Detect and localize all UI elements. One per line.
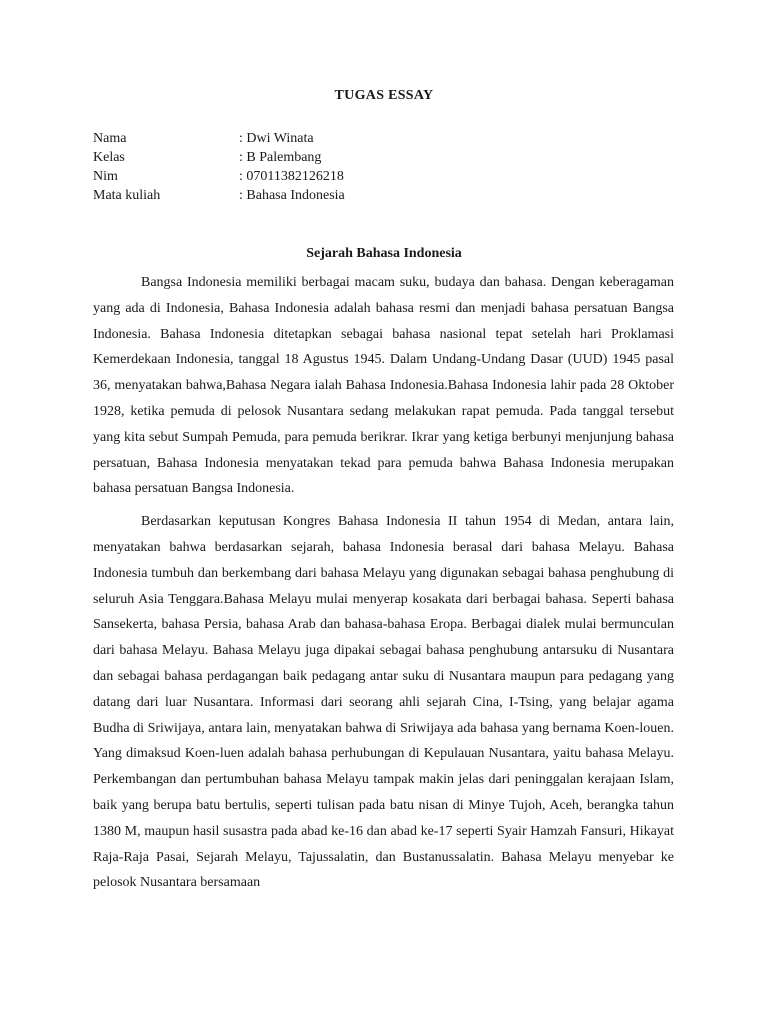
identity-value: : Bahasa Indonesia — [239, 188, 345, 203]
identity-row-nama — [93, 129, 345, 148]
document-title: TUGAS ESSAY — [334, 88, 434, 103]
identity-value: : Dwi Winata — [239, 131, 314, 146]
identity-value: : B Palembang — [239, 150, 322, 165]
paragraph-1: Bangsa Indonesia memiliki berbagai macam suku, budaya dan bahasa. Dengan keberagaman yang ada di Indonesia, Bahasa Indonesia adalah bahasa resmi dan menjadi bahasa persatuan Bangsa Indonesia. Bahasa Indonesia ditetapkan sebagai bahasa nasional tepat setelah hari Proklamasi Kemerdekaan Indonesia, tanggal 18 Agustus 1945. Dalam Undang-Undang Dasar (UUD) 1945 pasal 36, menyatakan bahwa,Bahasa Negara ialah Bahasa Indonesia.Bahasa Indonesia lahir pada 28 Oktober 1928, ketika pemuda di pelosok Nusantara sedang melakukan rapat pemuda. Pada tanggal tersebut yang kita sebut Sumpah Pemuda, para pemuda berikrar. Ikrar yang ketiga berbunyi menjunjung bahasa persatuan, Bahasa Indonesia menyatakan tekad para pemuda bahwa Bahasa Indonesia merupakan bahasa persatuan Bangsa Indonesia. — [93, 275, 674, 497]
identity-label: Nim — [93, 169, 118, 184]
identity-label: Nama — [93, 131, 127, 146]
identity-label: Mata kuliah — [93, 188, 161, 203]
identity-row-mata-kuliah — [93, 186, 345, 205]
essay-body — [93, 270, 674, 896]
identity-row-nim — [93, 167, 345, 186]
identity-value: : 07011382126218 — [239, 169, 344, 184]
identity-table — [93, 129, 345, 205]
identity-label: Kelas — [93, 150, 125, 165]
paragraph-2: Berdasarkan keputusan Kongres Bahasa Indonesia II tahun 1954 di Medan, antara lain, menyatakan bahwa berdasarkan sejarah, bahasa Indonesia berasal dari bahasa Melayu. Bahasa Indonesia tumbuh dan berkembang dari bahasa Melayu yang digunakan sebagai bahasa penghubung di seluruh Asia Tenggara.Bahasa Melayu mulai menyerap kosakata dari berbagai bahasa. Seperti bahasa Sansekerta, bahasa Persia, bahasa Arab dan bahasa-bahasa Eropa. Berbagai dialek mulai bermunculan dari bahasa Melayu. Bahasa Melayu juga dipakai sebagai bahasa penghubung antarsuku di Nusantara dan sebagai bahasa perdagangan baik pedagang antar suku di Nusantara maupun para pedagang yang datang dari luar Nusantara. Informasi dari seorang ahli sejarah Cina, I-Tsing, yang belajar agama Budha di Sriwijaya, antara lain, menyatakan bahwa di Sriwijaya ada bahasa yang bernama Koen-louen. Yang dimaksud Koen-luen adalah bahasa perhubungan di Kepulauan Nusantara, yaitu bahasa Melayu. Perkembangan dan pertumbuhan bahasa Melayu tampak makin jelas dari peninggalan kerajaan Islam, baik yang berupa batu bertulis, seperti tulisan pada batu nisan di Minye Tujoh, Aceh, berangka tahun 1380 M, maupun hasil susastra pada abad ke-16 dan abad ke-17 seperti Syair Hamzah Fansuri, Hikayat Raja-Raja Pasai, Sejarah Melayu, Tajussalatin, dan Bustanussalatin. Bahasa Melayu menyebar ke pelosok Nusantara bersamaan — [93, 514, 674, 891]
section-title: Sejarah Bahasa Indonesia — [306, 246, 462, 261]
identity-row-kelas — [93, 148, 345, 167]
